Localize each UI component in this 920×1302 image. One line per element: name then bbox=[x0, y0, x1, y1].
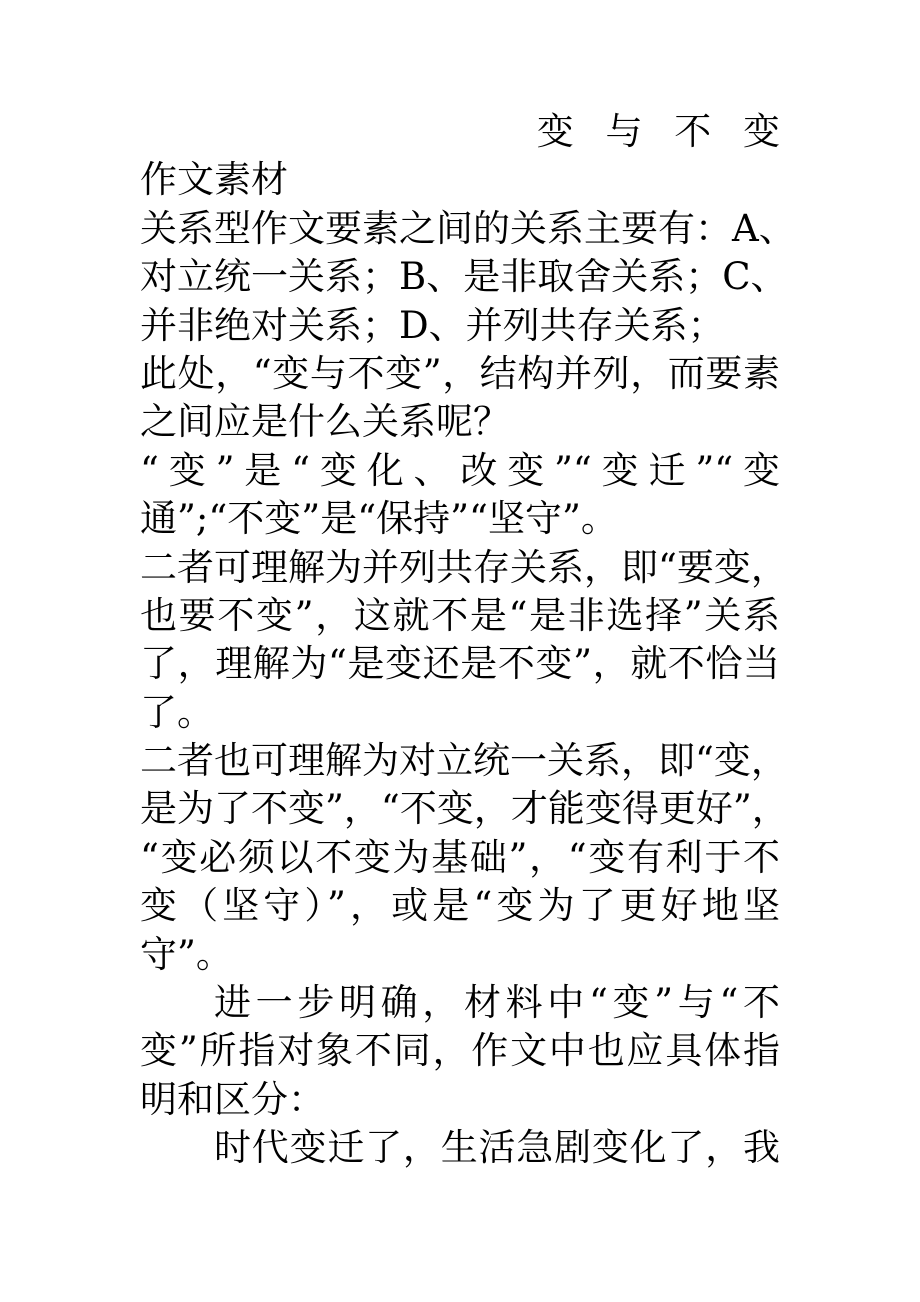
document-title: 变 与 不 变 bbox=[536, 110, 790, 153]
text-line: 作文素材 bbox=[140, 158, 288, 202]
text-line: 二者可理解为并列共存关系，即“要变， bbox=[140, 545, 788, 589]
text-line: 二者也可理解为对立统一关系，即“变， bbox=[140, 739, 788, 783]
text-line: 时代变迁了，生活急剧变化了，我 bbox=[214, 1126, 780, 1170]
text-lines bbox=[140, 156, 796, 1172]
text-line: “变必须以不变为基础”，“变有利于不 bbox=[140, 835, 780, 879]
text-line: 是为了不变”，“不变，才能变得更好”， bbox=[140, 787, 789, 831]
text-line: 变”所指对象不同，作文中也应具体指 bbox=[140, 1029, 780, 1073]
text-line: 并非绝对关系；D、并列共存关系； bbox=[140, 303, 725, 347]
text-line: 关系型作文要素之间的关系主要有：A、 bbox=[140, 206, 796, 250]
text-line: 对立统一关系；B、是非取舍关系；C、 bbox=[140, 255, 788, 299]
text-line: 明和区分： bbox=[140, 1077, 325, 1121]
text-line: 通”;“不变”是“保持”“坚守”。 bbox=[140, 497, 618, 541]
text-line: 也要不变”，这就不是“是非选择”关系 bbox=[140, 593, 780, 637]
text-line: 此处，“变与不变”，结构并列，而要素 bbox=[140, 351, 780, 395]
text-line: 了，理解为“是变还是不变”，就不恰当 bbox=[140, 642, 780, 686]
text-line: 了。 bbox=[140, 690, 214, 734]
text-line: 之间应是什么关系呢？ bbox=[140, 400, 510, 444]
document-body bbox=[140, 108, 796, 1173]
text-line: “变”是“变化、改变”“变迁”“变 bbox=[140, 448, 780, 492]
text-line: 进一步明确，材料中“变”与“不 bbox=[214, 981, 780, 1025]
text-line: 守”。 bbox=[140, 932, 233, 976]
text-line: 变（坚守）”，或是“变为了更好地坚 bbox=[140, 884, 780, 928]
